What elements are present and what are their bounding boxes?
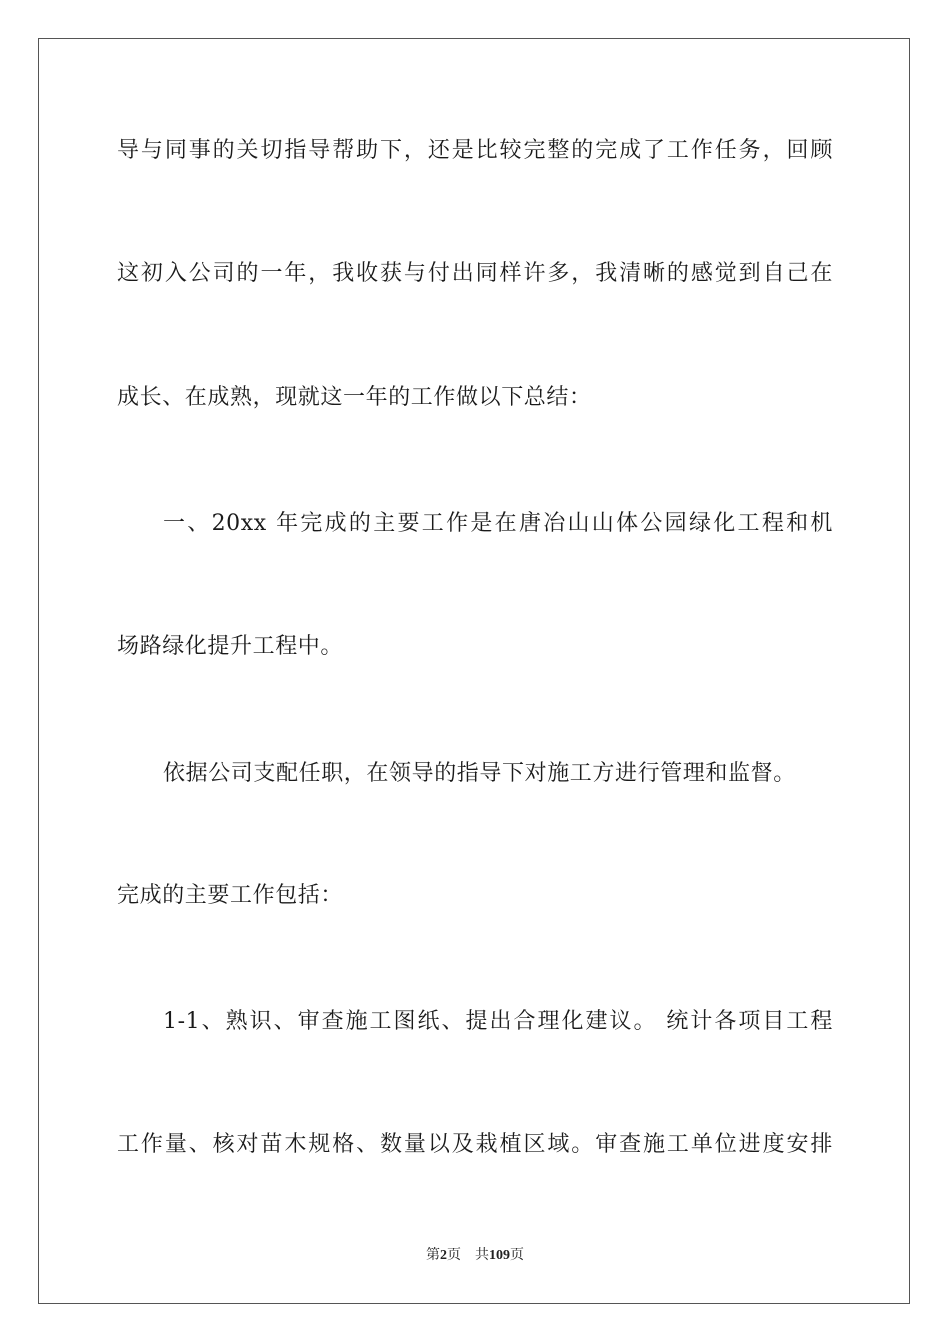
body-text-line-7: 完成的主要工作包括：: [117, 883, 344, 908]
page-footer: [0, 1247, 950, 1265]
body-text-line-3: 成长、在成熟，现就这一年的工作做以下总结：: [117, 385, 592, 410]
footer-total-number: 109: [489, 1248, 510, 1263]
body-text-line-8: 1-1、熟识、审查施工图纸、提出合理化建议。 统计各项目工程: [163, 1009, 833, 1034]
footer-page-suffix: 页: [447, 1248, 461, 1263]
page-border: [38, 38, 910, 1304]
body-text-line-5: 场路绿化提升工程中。: [117, 634, 344, 659]
body-text-line-2: 这初入公司的一年，我收获与付出同样许多，我清晰的感觉到自己在: [117, 261, 833, 286]
body-text-line-9: 工作量、核对苗木规格、数量以及栽植区域。审查施工单位进度安排: [117, 1132, 833, 1157]
footer-total-prefix: 共: [475, 1248, 489, 1263]
footer-page-prefix: 第: [426, 1248, 440, 1263]
footer-total-suffix: 页: [510, 1248, 524, 1263]
body-text-line-1: 导与同事的关切指导帮助下，还是比较完整的完成了工作任务，回顾: [117, 138, 833, 163]
footer-page-number: 2: [440, 1248, 447, 1263]
body-text-line-4: 一、20xx 年完成的主要工作是在唐冶山山体公园绿化工程和机: [163, 511, 833, 536]
body-text-line-6: 依据公司支配任职，在领导的指导下对施工方进行管理和监督。: [163, 761, 796, 786]
